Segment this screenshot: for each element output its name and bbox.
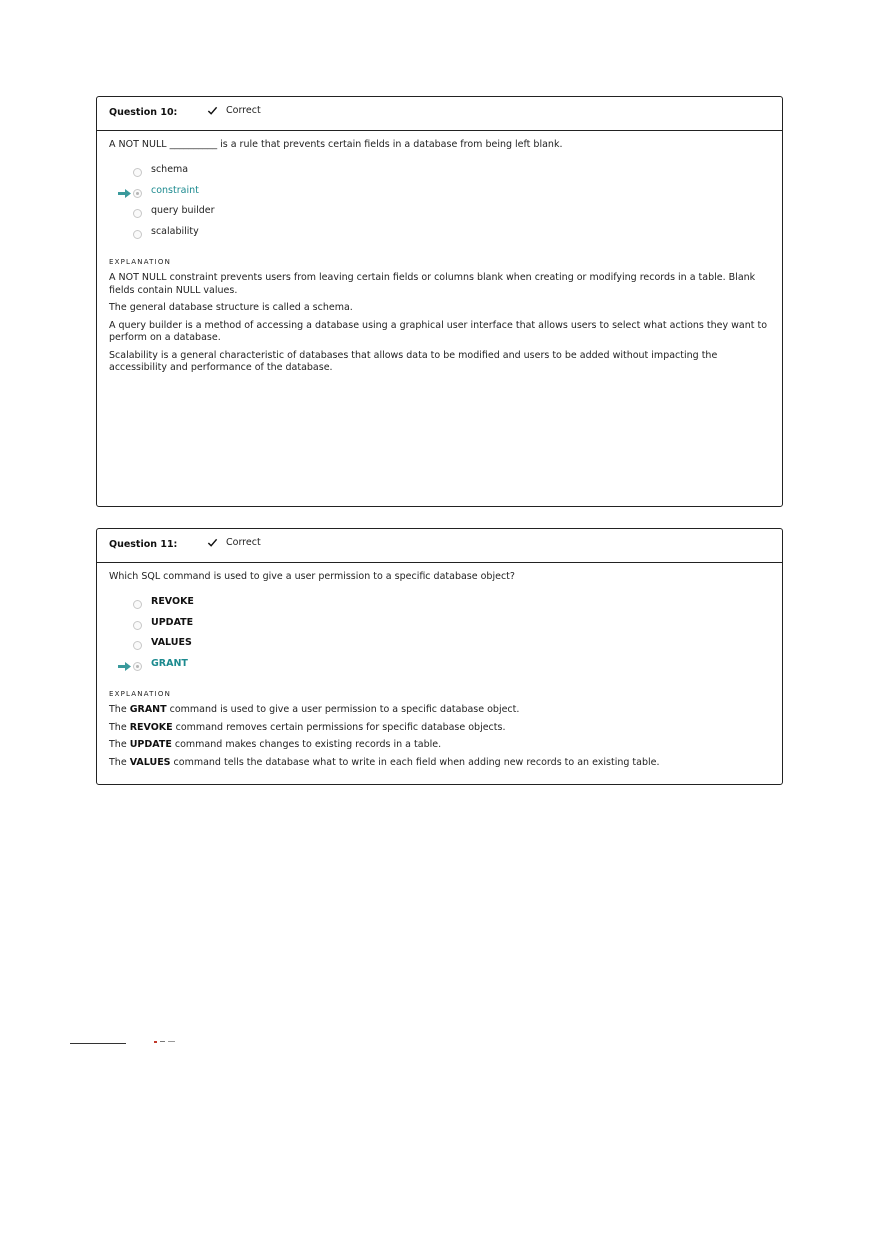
answer-option[interactable] <box>109 594 770 615</box>
option-text: VALUES <box>151 637 192 648</box>
explanation-heading: EXPLANATION <box>109 258 172 266</box>
question-card-11 <box>96 528 783 785</box>
explanation-paragraph: The REVOKE command removes certain permissions for specific database objects. <box>109 721 506 733</box>
answer-option[interactable] <box>109 635 770 656</box>
question-header <box>97 97 782 131</box>
explanation-paragraph: A NOT NULL constraint prevents users from leaving certain fields or columns blank when creating or modifying records in a table. Blank fields contain NULL values. <box>109 272 756 296</box>
result-status <box>207 537 261 548</box>
question-prompt: Which SQL command is used to give a user permission to a specific database object? <box>109 571 515 582</box>
status-text: Correct <box>226 537 261 548</box>
radio-icon[interactable] <box>133 168 142 177</box>
option-text: REVOKE <box>151 596 194 607</box>
check-icon <box>207 105 218 116</box>
arrow-right-icon <box>118 189 131 198</box>
explanation <box>109 258 770 375</box>
radio-icon[interactable] <box>133 662 142 671</box>
sql-term: GRANT <box>129 704 167 715</box>
footer-mark <box>154 1040 176 1044</box>
explanation-paragraph: The VALUES command tells the database what to write in each field when adding new records to an existing table. <box>109 756 660 768</box>
radio-icon[interactable] <box>133 209 142 218</box>
question-card-10 <box>96 96 783 507</box>
answer-option[interactable] <box>109 224 770 245</box>
option-text: UPDATE <box>151 616 194 628</box>
option-text: schema <box>151 164 189 175</box>
radio-icon[interactable] <box>133 641 142 650</box>
check-icon <box>207 537 218 548</box>
answer-option[interactable] <box>109 203 770 224</box>
answer-option[interactable] <box>109 615 770 636</box>
explanation-heading: EXPLANATION <box>109 690 172 698</box>
question-label: Question 10: <box>109 107 178 118</box>
explanation-paragraph: The general database structure is called a schema. <box>109 302 353 313</box>
radio-icon[interactable] <box>133 600 142 609</box>
option-text: constraint <box>151 184 199 196</box>
answer-options <box>109 162 770 244</box>
sql-term: VALUES <box>129 756 171 768</box>
option-text: scalability <box>151 225 199 237</box>
answer-options <box>109 594 770 676</box>
option-text: query builder <box>151 205 215 216</box>
answer-option-selected[interactable] <box>109 183 770 204</box>
answer-option-selected[interactable] <box>109 656 770 677</box>
explanation-paragraph: The GRANT command is used to give a user permission to a specific database object. <box>109 704 520 715</box>
status-text: Correct <box>226 105 261 116</box>
answer-option[interactable] <box>109 162 770 183</box>
option-text: GRANT <box>151 657 188 669</box>
radio-icon[interactable] <box>133 189 142 198</box>
question-label: Question 11: <box>109 539 178 550</box>
question-prompt: A NOT NULL __________ is a rule that prevents certain fields in a database from being left blank. <box>109 139 563 150</box>
explanation-paragraph: A query builder is a method of accessing a database using a graphical user interface that allows users to select what actions they want to perform on a database. <box>109 319 768 343</box>
explanation <box>109 690 770 769</box>
arrow-right-icon <box>118 662 131 671</box>
sql-term: REVOKE <box>129 721 173 733</box>
result-status <box>207 105 261 116</box>
sql-term: UPDATE <box>129 739 172 750</box>
question-header <box>97 529 782 563</box>
explanation-paragraph: The UPDATE command makes changes to existing records in a table. <box>109 739 442 750</box>
explanation-paragraph: Scalability is a general characteristic of databases that allows data to be modified and users to be added without impacting the accessibility and performance of the database. <box>109 349 718 373</box>
radio-icon[interactable] <box>133 230 142 239</box>
radio-icon[interactable] <box>133 621 142 630</box>
footer-rule <box>70 1043 126 1044</box>
